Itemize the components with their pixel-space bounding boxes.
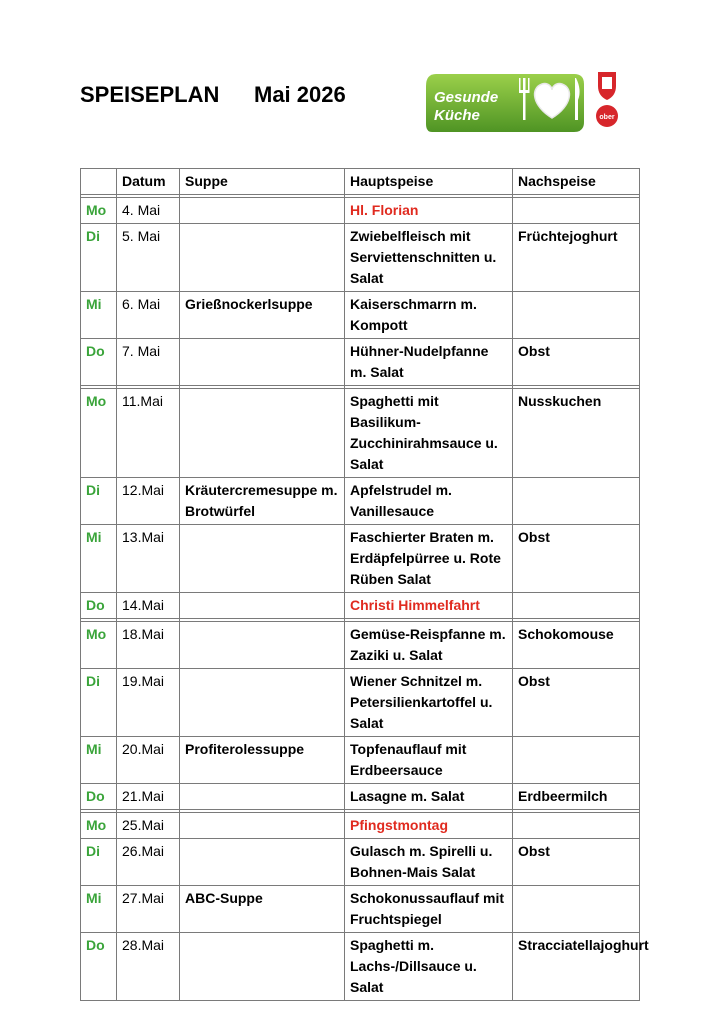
day-cell: Mo [81, 813, 117, 839]
dessert-cell: Früchtejoghurt [513, 224, 640, 292]
dessert-cell: Stracciatellajoghurt [513, 933, 640, 1001]
table-row [81, 622, 640, 669]
date-cell: 6. Mai [117, 292, 180, 339]
soup-cell [180, 669, 345, 737]
main-dish-cell: Spaghetti mit Basilikum-Zucchinirahmsauce u. Salat [345, 389, 513, 478]
main-dish-cell: Pfingstmontag [345, 813, 513, 839]
dessert-cell: Nusskuchen [513, 389, 640, 478]
day-cell: Di [81, 839, 117, 886]
logo-text-line2: Küche [434, 107, 480, 124]
column-header-date: Datum [117, 169, 180, 195]
dessert-cell [513, 198, 640, 224]
main-dish-cell: Faschierter Braten m. Erdäpfelpürree u. Rote Rüben Salat [345, 525, 513, 593]
table-row [81, 478, 640, 525]
table-row [81, 839, 640, 886]
date-cell: 12.Mai [117, 478, 180, 525]
soup-cell: ABC-Suppe [180, 886, 345, 933]
main-dish-cell: Topfenauflauf mit Erdbeersauce [345, 737, 513, 784]
main-dish-cell: Spaghetti m. Lachs-/Dillsauce u. Salat [345, 933, 513, 1001]
date-cell: 14.Mai [117, 593, 180, 619]
day-cell: Mi [81, 292, 117, 339]
table-row [81, 813, 640, 839]
logo-text-line1: Gesunde [434, 89, 499, 106]
table-row [81, 933, 640, 1001]
main-dish-cell: Apfelstrudel m. Vanillesauce [345, 478, 513, 525]
table-row [81, 224, 640, 292]
dessert-cell [513, 813, 640, 839]
main-dish-cell: Hl. Florian [345, 198, 513, 224]
soup-cell [180, 339, 345, 386]
soup-cell [180, 525, 345, 593]
table-row [81, 292, 640, 339]
date-cell: 21.Mai [117, 784, 180, 810]
soup-cell: Profiterolessuppe [180, 737, 345, 784]
menu-table [80, 168, 649, 1001]
main-dish-cell: Hühner-Nudelpfanne m. Salat [345, 339, 513, 386]
dessert-cell: Obst [513, 669, 640, 737]
main-dish-cell: Kaiserschmarrn m. Kompott [345, 292, 513, 339]
soup-cell [180, 593, 345, 619]
day-cell: Di [81, 478, 117, 525]
date-cell: 5. Mai [117, 224, 180, 292]
dessert-cell: Schokomouse [513, 622, 640, 669]
main-dish-cell: Schokonussauflauf mit Fruchtspiegel [345, 886, 513, 933]
date-cell: 25.Mai [117, 813, 180, 839]
dessert-cell: Erdbeermilch [513, 784, 640, 810]
date-cell: 13.Mai [117, 525, 180, 593]
column-header-soup: Suppe [180, 169, 345, 195]
soup-cell [180, 224, 345, 292]
day-cell: Do [81, 339, 117, 386]
column-header-day [81, 169, 117, 195]
main-dish-cell: Wiener Schnitzel m. Petersilienkartoffel u. Salat [345, 669, 513, 737]
day-cell: Do [81, 933, 117, 1001]
table-row [81, 593, 640, 619]
dessert-cell [513, 478, 640, 525]
main-dish-cell: Lasagne m. Salat [345, 784, 513, 810]
table-row [81, 198, 640, 224]
day-cell: Mi [81, 886, 117, 933]
page-title: SPEISEPLAN [80, 82, 220, 107]
dessert-cell [513, 292, 640, 339]
date-cell: 11.Mai [117, 389, 180, 478]
day-cell: Mi [81, 737, 117, 784]
coat-of-arms-icon [598, 72, 616, 100]
table-row [81, 525, 640, 593]
badge-text: ober [599, 114, 615, 121]
page-month: Mai 2026 [254, 82, 346, 107]
date-cell: 7. Mai [117, 339, 180, 386]
column-header-main: Hauptspeise [345, 169, 513, 195]
main-dish-cell: Gulasch m. Spirelli u. Bohnen-Mais Salat [345, 839, 513, 886]
soup-cell [180, 813, 345, 839]
day-cell: Di [81, 669, 117, 737]
date-cell: 19.Mai [117, 669, 180, 737]
table-header-row [81, 169, 640, 195]
dessert-cell [513, 593, 640, 619]
dessert-cell: Obst [513, 339, 640, 386]
dessert-cell [513, 886, 640, 933]
soup-cell [180, 389, 345, 478]
main-dish-cell: Christi Himmelfahrt [345, 593, 513, 619]
column-header-dessert: Nachspeise [513, 169, 640, 195]
day-cell: Mo [81, 198, 117, 224]
soup-cell [180, 933, 345, 1001]
dessert-cell [513, 737, 640, 784]
main-dish-cell: Gemüse-Reispfanne m. Zaziki u. Salat [345, 622, 513, 669]
date-cell: 18.Mai [117, 622, 180, 669]
day-cell: Mo [81, 622, 117, 669]
soup-cell [180, 784, 345, 810]
date-cell: 27.Mai [117, 886, 180, 933]
gesunde-kueche-logo [422, 66, 622, 136]
table-row [81, 669, 640, 737]
table-row [81, 784, 640, 810]
dessert-cell: Obst [513, 839, 640, 886]
table-row [81, 737, 640, 784]
dessert-cell: Obst [513, 525, 640, 593]
soup-cell [180, 839, 345, 886]
day-cell: Di [81, 224, 117, 292]
day-cell: Do [81, 593, 117, 619]
main-dish-cell: Zwiebelfleisch mit Serviettenschnitten u. Salat [345, 224, 513, 292]
table-row [81, 389, 640, 478]
soup-cell [180, 622, 345, 669]
day-cell: Mo [81, 389, 117, 478]
date-cell: 20.Mai [117, 737, 180, 784]
date-cell: 26.Mai [117, 839, 180, 886]
day-cell: Mi [81, 525, 117, 593]
soup-cell: Grießnockerlsuppe [180, 292, 345, 339]
table-row [81, 886, 640, 933]
day-cell: Do [81, 784, 117, 810]
date-cell: 4. Mai [117, 198, 180, 224]
table-row [81, 339, 640, 386]
date-cell: 28.Mai [117, 933, 180, 1001]
soup-cell: Kräutercremesuppe m. Brotwürfel [180, 478, 345, 525]
soup-cell [180, 198, 345, 224]
